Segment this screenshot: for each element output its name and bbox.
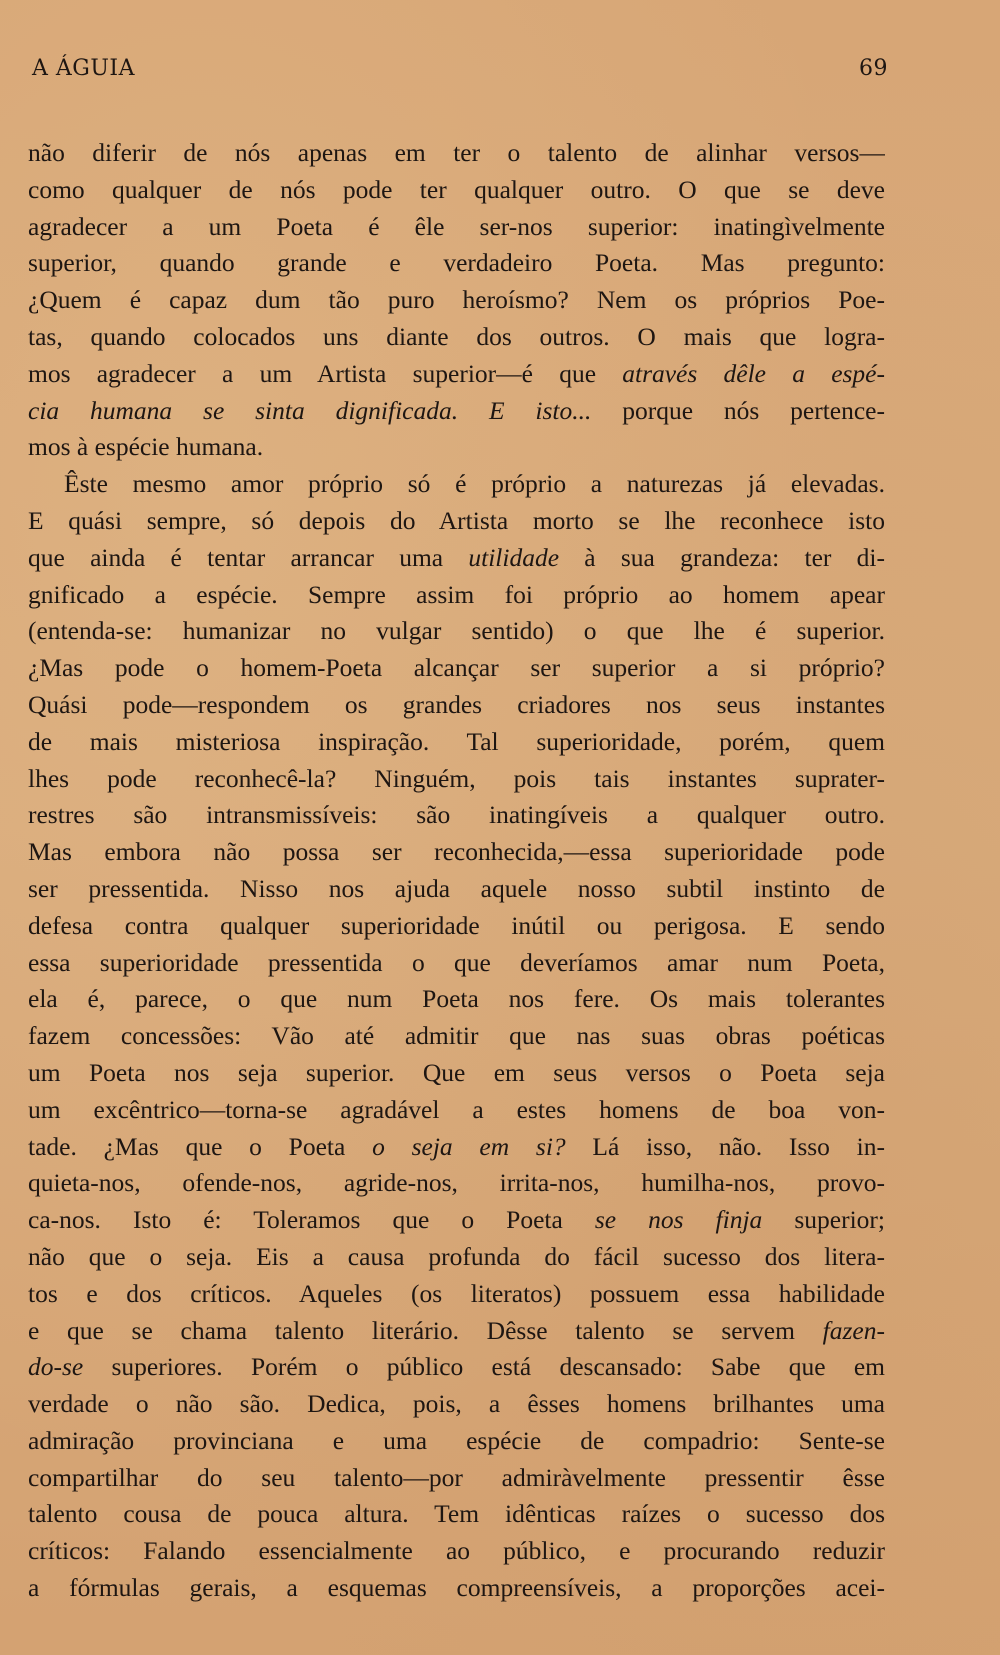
text-line: gnificado a espécie. Sempre assim foi próprio ao homem apear xyxy=(28,579,885,609)
text-line: mos à espécie humana. xyxy=(28,432,264,462)
text-line: quieta-nos, ofende-nos, agride-nos, irrita-nos, humilha-nos, provo- xyxy=(28,1168,885,1198)
text-line xyxy=(28,1202,885,1239)
text-line: ¿Quem é capaz dum tão puro heroísmo? Nem os próprios Poe- xyxy=(28,285,885,315)
italic-run: utilidade xyxy=(468,542,560,572)
text-line: não que o seja. Eis a causa profunda do fácil sucesso dos litera- xyxy=(28,1241,885,1271)
text-line: Quási pode—respondem os grandes criadores nos seus instantes xyxy=(28,689,885,719)
text-line: compartilhar do seu talento—por admiràvelmente pressentir êsse xyxy=(28,1462,885,1492)
text-run: mos agradecer a um Artista superior—é que xyxy=(28,358,623,388)
text-run: porque nós pertence- xyxy=(591,395,885,425)
text-run: superiores. Porém o público está descansado: Sabe que em xyxy=(83,1352,885,1382)
paragraph-first-line: Êste mesmo amor próprio só é próprio a naturezas já elevadas. xyxy=(64,469,885,499)
text-line: verdade o não são. Dedica, pois, a êsses homens brilhantes uma xyxy=(28,1389,885,1419)
text-run: ca-nos. Isto é: Toleramos que o Poeta xyxy=(28,1205,595,1235)
text-line: E quási sempre, só depois do Artista morto se lhe reconhece isto xyxy=(28,505,885,535)
text-line: de mais misteriosa inspiração. Tal superioridade, porém, quem xyxy=(28,726,885,756)
italic-run: através dêle a espé- xyxy=(622,358,885,388)
text-line xyxy=(28,1349,885,1386)
text-line: talento cousa de pouca altura. Tem idênticas raízes o sucesso dos xyxy=(28,1499,885,1529)
text-line xyxy=(28,1313,885,1350)
text-line: ela é, parece, o que num Poeta nos fere. Os mais tolerantes xyxy=(28,984,885,1014)
italic-run: cia humana se sinta dignificada. E isto... xyxy=(28,395,592,425)
text-line: como qualquer de nós pode ter qualquer outro. O que se deve xyxy=(28,174,885,204)
text-line: não diferir de nós apenas em ter o talento de alinhar versos— xyxy=(28,138,885,167)
text-line xyxy=(28,356,885,393)
text-line: defesa contra qualquer superioridade inútil ou perigosa. E sendo xyxy=(28,910,885,940)
text-run: e que se chama talento literário. Dêsse talento se servem xyxy=(28,1315,823,1345)
text-line: fazem concessões: Vão até admitir que nas suas obras poéticas xyxy=(28,1021,885,1051)
text-line: superior, quando grande e verdadeiro Poeta. Mas pregunto: xyxy=(28,248,885,278)
page-number: 69 xyxy=(859,56,888,81)
text-line: ser pressentida. Nisso nos ajuda aquele nosso subtil instinto de xyxy=(28,873,885,903)
text-line: essa superioridade pressentida o que deveríamos amar num Poeta, xyxy=(28,947,885,977)
text-run: tade. ¿Mas que o Poeta xyxy=(28,1131,373,1161)
italic-run: se nos finja xyxy=(594,1205,763,1235)
text-line xyxy=(28,540,885,577)
text-line: admiração provinciana e uma espécie de compadrio: Sente-se xyxy=(28,1425,885,1455)
text-line: Mas embora não possa ser reconhecida,—essa superioridade pode xyxy=(28,837,885,867)
text-line xyxy=(28,393,885,430)
text-line: lhes pode reconhecê-la? Ninguém, pois tais instantes suprater- xyxy=(28,763,885,793)
text-line xyxy=(28,1129,885,1166)
text-line: ¿Mas pode o homem-Poeta alcançar ser superior a si próprio? xyxy=(28,653,885,683)
text-line: tos e dos críticos. Aqueles (os literatos) possuem essa habilidade xyxy=(28,1278,885,1308)
text-line: críticos: Falando essencialmente ao público, e procurando reduzir xyxy=(28,1536,885,1566)
text-body xyxy=(28,135,885,1607)
text-line: um Poeta nos seja superior. Que em seus versos o Poeta seja xyxy=(28,1057,885,1087)
text-line: a fórmulas gerais, a esquemas compreensíveis, a proporções acei- xyxy=(28,1573,885,1603)
text-run: Lá isso, não. Isso in- xyxy=(565,1131,885,1161)
text-line: um excêntrico—torna-se agradável a estes homens de boa von- xyxy=(28,1094,885,1124)
italic-run: do-se xyxy=(28,1352,84,1382)
text-line: (entenda-se: humanizar no vulgar sentido) o que lhe é superior. xyxy=(28,616,885,646)
text-run: que ainda é tentar arrancar uma xyxy=(28,542,469,572)
italic-run: o seja em si? xyxy=(372,1131,566,1161)
italic-run: fazen- xyxy=(822,1315,885,1345)
running-head xyxy=(32,56,888,86)
text-run: superior; xyxy=(762,1205,885,1235)
running-title: A ÁGUIA xyxy=(32,56,135,81)
text-run: à sua grandeza: ter di- xyxy=(559,542,885,572)
text-line: agradecer a um Poeta é êle ser-nos superior: inatingìvelmente xyxy=(28,211,885,241)
text-line: tas, quando colocados uns diante dos outros. O mais que logra- xyxy=(28,321,885,351)
text-line: restres são intransmissíveis: são inatingíveis a qualquer outro. xyxy=(28,800,885,830)
